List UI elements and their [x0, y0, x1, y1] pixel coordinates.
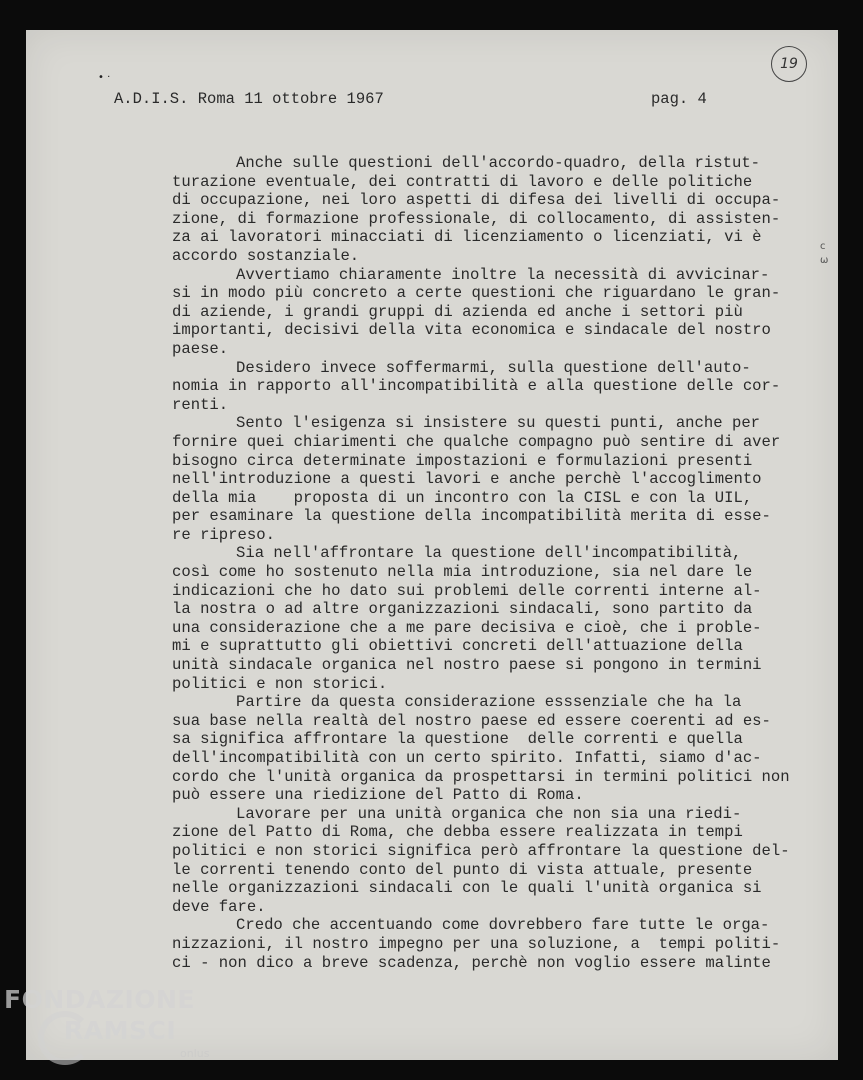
paper-speck: • · [98, 72, 111, 83]
text-line: paese. [172, 339, 229, 358]
text-line: deve fare. [172, 897, 266, 916]
text-line: di occupazione, nei loro aspetti di difesa dei livelli di occupa- [172, 191, 781, 210]
text-line: cordo che l'unità organica da prospettarsi in termini politici non [172, 767, 790, 786]
text-line: così come ho sostenuto nella mia introduzione, sia nel dare le [172, 563, 753, 582]
text-line: renti. [172, 395, 229, 414]
text-line: accordo sostanziale. [172, 246, 360, 265]
text-line: nizzazioni, il nostro impegno per una soluzione, a tempi politi- [172, 934, 781, 953]
text-line: nelle organizzazioni sindacali con le quali l'unità organica si [172, 879, 762, 898]
text-line: Desidero invece soffermarmi, sulla questione dell'auto- [236, 358, 751, 377]
text-line: indicazioni che ho dato sui problemi delle correnti interne al- [172, 581, 762, 600]
text-line: re ripreso. [172, 525, 275, 544]
text-line: zione del Patto di Roma, che debba essere realizzata in tempi [172, 823, 743, 842]
text-line: nomia in rapporto all'incompatibilità e alla questione delle cor- [172, 377, 781, 396]
text-line: bisogno circa determinate impostazioni e formulazioni presenti [172, 451, 753, 470]
text-line: Anche sulle questioni dell'accordo-quadro, della ristut- [236, 154, 761, 172]
text-line: dell'incompatibilità con un certo spirito. Infatti, siamo d'ac- [172, 749, 762, 767]
text-line: za ai lavoratori minacciati di licenziamento o licenziati, vi è [172, 228, 762, 247]
letter-body [172, 154, 802, 972]
text-line: Lavorare per una unità organica che non sia una riedi- [236, 804, 742, 823]
margin-annotation: c ω [820, 241, 829, 266]
text-line: politici e non storici significa però affrontare la questione del- [172, 841, 790, 860]
header-title: A.D.I.S. Roma 11 ottobre 1967 [114, 90, 384, 108]
text-line: Avvertiamo chiaramente inoltre la necessità di avvicinar- [236, 265, 770, 284]
text-line: zione, di formazione professionale, di collocamento, di assisten- [172, 209, 781, 228]
text-line: la nostra o ad altre organizzazioni sindacali, sono partito da [172, 600, 753, 619]
text-line: mi e suprattutto gli obiettivi concreti dell'attuazione della [172, 637, 743, 656]
text-line: importanti, decisivi della vita economica e sindacale del nostro [172, 321, 771, 340]
text-line: fornire quei chiarimenti che qualche compagno può sentire di aver [172, 432, 781, 451]
text-line: per esaminare la questione della incompatibilità merita di esse- [172, 507, 771, 526]
text-line: può essere una riedizione del Patto di Roma. [172, 786, 584, 805]
text-line: sa significa affrontare la questione delle correnti e quella [172, 730, 743, 749]
text-line: unità sindacale organica nel nostro paese si pongono in termini [172, 656, 762, 675]
text-line: ci - non dico a breve scadenza, perchè non voglio essere malinte [172, 953, 771, 972]
fondazione-gramsci-watermark [4, 985, 244, 1075]
text-line: di aziende, i grandi gruppi di azienda ed anche i settori più [172, 302, 743, 321]
text-line: sua base nella realtà del nostro paese ed essere coerenti ad es- [172, 711, 771, 730]
text-line: si in modo più concreto a certe questioni che riguardano le gran- [172, 284, 781, 303]
archive-page-stamp [771, 46, 807, 82]
text-line: una considerazione che a me pare decisiva e cioè, che i proble- [172, 618, 762, 637]
text-line: le correnti tenendo conto del punto di vista attuale, presente [172, 860, 753, 879]
watermark-line-1: FONDAZIONE [4, 985, 196, 1014]
watermark-onlus: onlus [180, 1047, 210, 1060]
page-number: pag. 4 [651, 90, 707, 108]
text-line: Credo che accentuando come dovrebbero fare tutte le orga- [236, 916, 770, 935]
text-line: turazione eventuale, dei contratti di lavoro e delle politiche [172, 172, 753, 191]
text-line: Sia nell'affrontare la questione dell'incompatibilità, [236, 544, 742, 563]
text-line: Partire da questa considerazione esssenziale che ha la [236, 693, 742, 712]
text-line: della mia proposta di un incontro con la CISL e con la UIL, [172, 488, 753, 507]
text-line: nell'introduzione a questi lavori e anche perchè l'accoglimento [172, 470, 762, 489]
text-line: Sento l'esigenza si insistere su questi punti, anche per [236, 414, 761, 433]
text-line: politici e non storici. [172, 674, 388, 693]
archive-page-stamp-number: 19 [780, 56, 798, 72]
watermark-line-2: RAMSCI [64, 1016, 177, 1045]
